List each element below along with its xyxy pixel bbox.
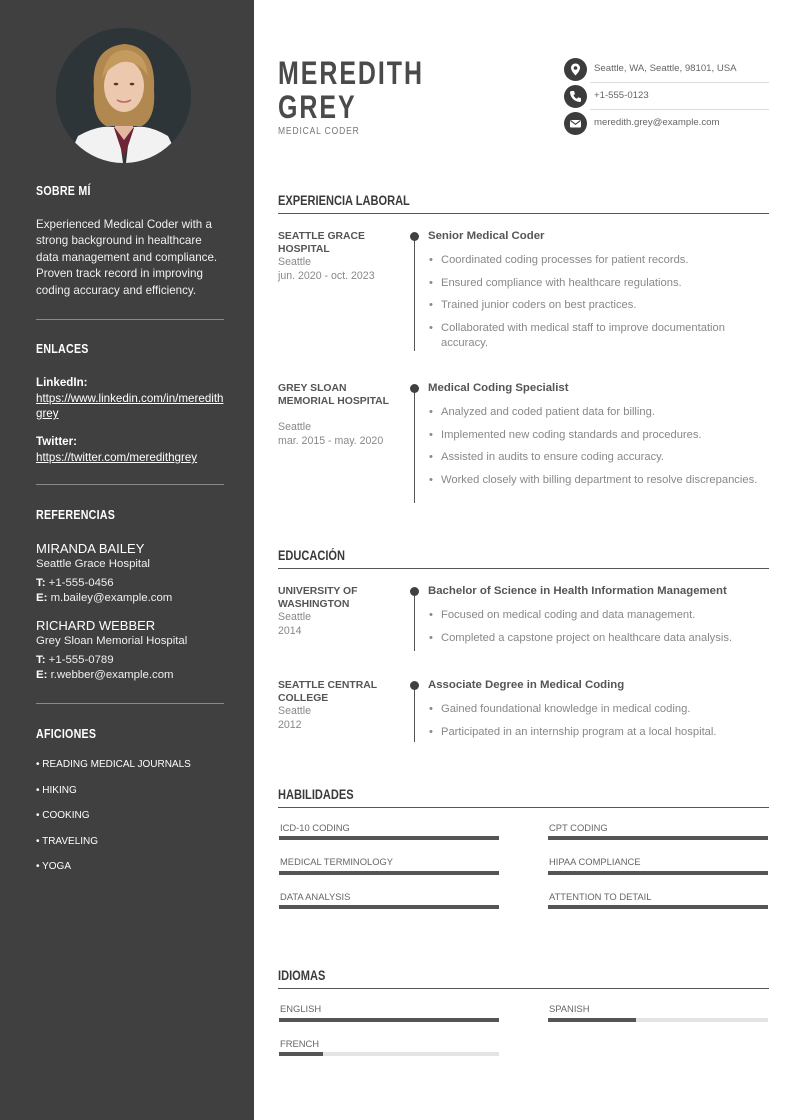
experience-role: Senior Medical Coder [428,230,545,242]
skill-label: MEDICAL TERMINOLOGY [280,856,394,867]
linkedin-link[interactable]: https://www.linkedin.com/in/meredithgrey [36,392,224,420]
reference-email: E: m.bailey@example.com [36,592,173,604]
bullet-item: • Assisted in audits to ensure coding accuracy. [428,450,768,465]
timeline-line [414,591,415,651]
language-bar-fill [548,1018,636,1022]
phone-text: +1-555-0123 [594,90,649,101]
experience-org: SEATTLE GRACE HOSPITAL [278,231,365,255]
address-text: Seattle, WA, Seattle, 98101, USA [594,63,737,74]
skill-label: DATA ANALYSIS [280,891,351,902]
education-degree: Associate Degree in Medical Coding [428,679,625,691]
education-org: UNIVERSITY OF WASHINGTON [278,586,358,610]
languages-title: IDIOMAS [278,968,326,983]
hobbies-list [36,758,191,886]
timeline-line [414,236,415,351]
language-bar [279,1018,499,1022]
divider [590,109,769,110]
hobby-item: • YOGA [36,861,71,872]
skill-bar-fill [279,905,499,909]
links-title: ENLACES [36,341,89,356]
bullet-item: • Collaborated with medical staff to improve documentation accuracy. [428,321,768,351]
language-bar-fill [279,1018,499,1022]
bullet-item: • Completed a capstone project on healthcare data analysis. [428,631,768,646]
skill-bar-fill [279,836,499,840]
education-date: 2014 [278,625,302,637]
bullet-item: • Analyzed and coded patient data for billing. [428,405,768,420]
reference-name: RICHARD WEBBER [36,618,156,633]
reference-name: MIRANDA BAILEY [36,541,145,556]
reference-phone: T: +1-555-0456 [36,577,114,589]
section-rule [278,213,769,214]
skill-label: CPT CODING [549,822,608,833]
twitter-label: Twitter: [36,435,78,448]
skill-bar-fill [548,836,768,840]
twitter-link[interactable]: https://twitter.com/meredithgrey [36,451,198,464]
contact-email [564,112,769,134]
skill-bar [279,836,499,840]
phone-icon [564,85,587,108]
education-org: SEATTLE CENTRAL COLLEGE [278,680,377,704]
about-text: Experienced Medical Coder with a strong background in healthcare data management and compliance. Proven track record in improving coding accuracy and efficiency. [36,218,218,297]
experience-title: EXPERIENCIA LABORAL [278,193,410,208]
sidebar [0,0,254,1120]
first-name: MEREDITH [278,55,424,91]
reference-email: E: r.webber@example.com [36,669,174,681]
envelope-icon [564,112,587,135]
education-title: EDUCACIÓN [278,548,346,563]
timeline-line [414,388,415,503]
about-title: SOBRE MÍ [36,183,91,198]
education-bullets [428,608,768,653]
contact-phone [564,85,769,107]
bullet-item: • Focused on medical coding and data management. [428,608,768,623]
divider [590,82,769,83]
last-name: GREY [278,89,357,125]
skill-bar [548,836,768,840]
education-location: Seattle [278,611,311,623]
experience-role: Medical Coding Specialist [428,382,569,394]
email-text: meredith.grey@example.com [594,117,720,128]
timeline-dot [410,384,419,393]
skill-bar [279,871,499,875]
reference-org: Seattle Grace Hospital [36,558,150,570]
divider [36,484,224,485]
location-pin-icon [564,58,587,81]
section-rule [278,807,769,808]
reference-org: Grey Sloan Memorial Hospital [36,635,188,647]
timeline-dot [410,232,419,241]
education-date: 2012 [278,719,302,731]
skills-title: HABILIDADES [278,787,354,802]
bullet-item: • Participated in an internship program at a local hospital. [428,725,768,740]
language-label: ENGLISH [280,1003,322,1014]
job-title: MEDICAL CODER [278,126,360,137]
hobby-item: • COOKING [36,810,90,821]
full-name [278,56,424,124]
references-title: REFERENCIAS [36,507,116,522]
hobbies-title: AFICIONES [36,726,97,741]
experience-location: Seattle [278,421,311,433]
skill-bar [279,905,499,909]
bullet-item: • Worked closely with billing department to resolve discrepancies. [428,473,768,488]
skill-bar-fill [548,871,768,875]
profile-photo [56,28,191,163]
language-label: FRENCH [280,1038,320,1049]
bullet-item: • Trained junior coders on best practices. [428,298,768,313]
education-location: Seattle [278,705,311,717]
timeline-dot [410,681,419,690]
contact-address [564,58,769,80]
education-bullets [428,702,768,747]
education-degree: Bachelor of Science in Health Information Management [428,585,727,597]
skill-label: ATTENTION TO DETAIL [549,891,652,902]
skill-label: ICD-10 CODING [280,822,350,833]
bullet-item: • Coordinated coding processes for patient records. [428,253,768,268]
timeline-dot [410,587,419,596]
hobby-item: • READING MEDICAL JOURNALS [36,759,191,770]
language-bar [279,1052,499,1056]
experience-bullets [428,253,768,358]
experience-org: GREY SLOAN MEMORIAL HOSPITAL [278,383,390,407]
language-bar [548,1018,768,1022]
experience-location: Seattle [278,256,311,268]
experience-dates: jun. 2020 - oct. 2023 [278,270,375,282]
divider [36,319,224,320]
skill-bar [548,905,768,909]
language-label: SPANISH [549,1003,590,1014]
skill-bar [548,871,768,875]
language-bar-fill [279,1052,323,1056]
hobby-item: • HIKING [36,784,77,796]
experience-dates: mar. 2015 - may. 2020 [278,435,384,447]
section-rule [278,568,769,569]
bullet-item: • Implemented new coding standards and procedures. [428,428,768,443]
bullet-item: • Ensured compliance with healthcare regulations. [428,276,768,291]
skill-bar-fill [279,871,499,875]
experience-bullets [428,405,768,495]
hobby-item: • TRAVELING [36,835,99,847]
timeline-line [414,685,415,742]
section-rule [278,988,769,989]
linkedin-label: LinkedIn: [36,376,88,389]
divider [36,703,224,704]
skill-bar-fill [548,905,768,909]
reference-phone: T: +1-555-0789 [36,654,114,666]
skill-label: HIPAA COMPLIANCE [549,856,641,867]
bullet-item: • Gained foundational knowledge in medical coding. [428,702,768,717]
